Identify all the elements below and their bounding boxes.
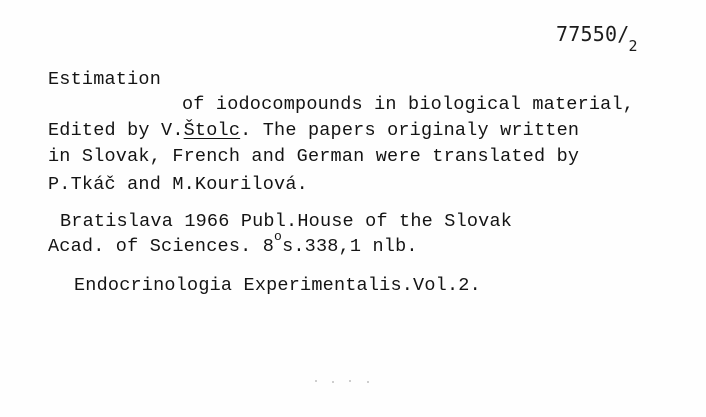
editor-surname: Štolc	[183, 120, 241, 141]
imprint-line-1: Bratislava 1966 Publ.House of the Slovak	[60, 211, 513, 232]
edited-prefix: Edited by V.	[48, 120, 184, 141]
catalog-number-suffix: 2	[628, 37, 638, 55]
imprint-place-size: Acad. of Sciences. 8	[48, 236, 275, 257]
edited-suffix: . The papers originaly written	[240, 120, 580, 141]
paper-speck	[315, 380, 317, 382]
paper-speck	[367, 381, 369, 383]
title-start: Estimation	[48, 69, 162, 90]
languages-line: in Slovak, French and German were translated by	[48, 146, 580, 167]
title-continuation: of iodocompounds in biological material,	[182, 94, 635, 115]
series-line: Endocrinologia Experimentalis.Vol.2.	[74, 275, 481, 296]
translators-line: P.Tkáč and M.Kourilová.	[48, 174, 308, 195]
format-superscript: o	[274, 229, 283, 244]
paper-speck	[349, 380, 351, 382]
pagination: s.338,1 nlb.	[282, 236, 418, 257]
editor-line	[48, 120, 579, 141]
imprint-line-2	[48, 229, 418, 257]
catalog-number-main: 77550/	[556, 22, 630, 46]
catalog-number	[556, 22, 639, 55]
paper-speck	[332, 381, 334, 383]
